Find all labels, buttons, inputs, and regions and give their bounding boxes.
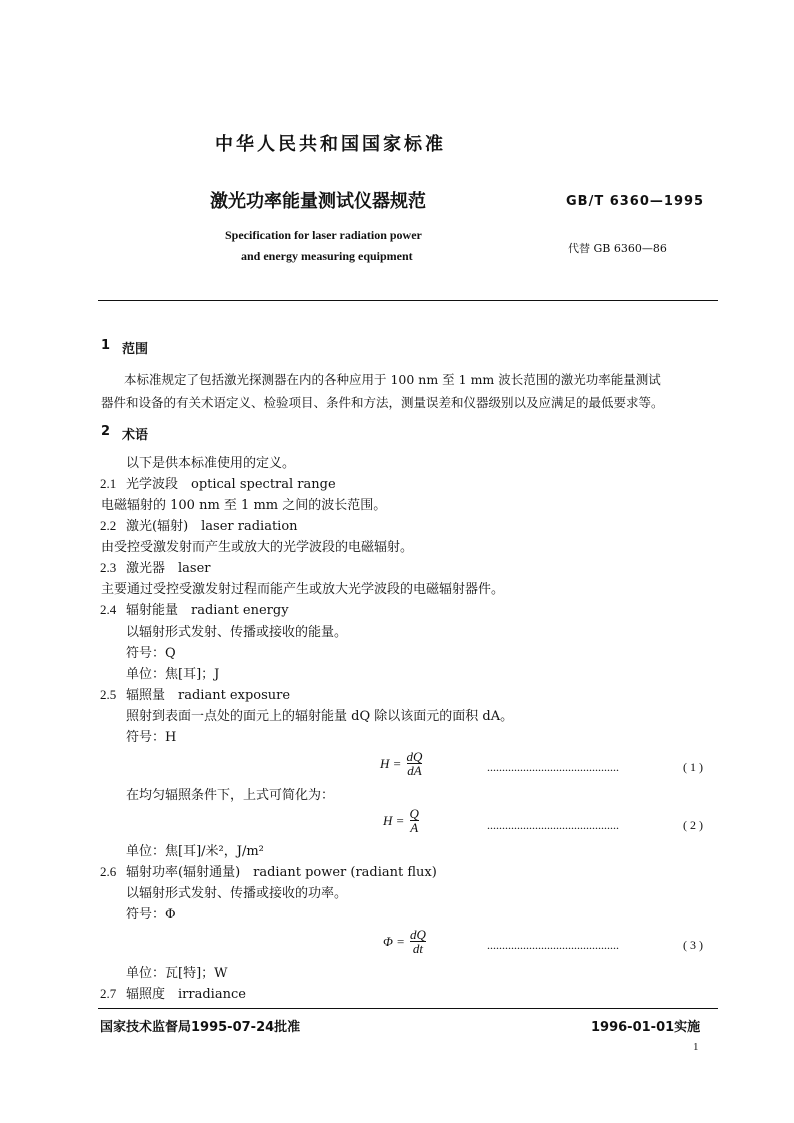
term-2-5-number: 2.5 <box>100 687 117 702</box>
org-title: 中华人民共和国国家标准 <box>215 134 446 155</box>
equation-3 <box>383 928 426 955</box>
term-2-6-symbol: 符号：Φ <box>126 907 176 922</box>
equation-2-lhs: H = <box>383 813 405 828</box>
term-2-5-definition: 照射到表面一点处的面元上的辐射能量 dQ 除以该面元的面积 dA。 <box>126 709 514 724</box>
term-2-6-number: 2.6 <box>100 864 117 879</box>
term-2-2-number: 2.2 <box>100 518 117 533</box>
english-title-line1: Specification for laser radiation power <box>225 228 422 242</box>
equation-1-fraction <box>407 750 423 777</box>
document-title: 激光功率能量测试仪器规范 <box>210 191 426 212</box>
standard-number: GB/T 6360—1995 <box>566 194 705 209</box>
equation-2-fraction <box>410 807 419 834</box>
term-2-7-number: 2.7 <box>100 986 117 1001</box>
term-2-5-heading: 辐照量 radiant exposure <box>126 688 291 703</box>
term-2-4-heading: 辐射能量 radiant energy <box>126 603 289 618</box>
term-2-3-definition: 主要通过受控受激发射过程而能产生或放大光学波段的电磁辐射器件。 <box>101 582 505 597</box>
term-2-2-heading: 激光(辐射) laser radiation <box>126 519 298 534</box>
effective-date: 1996-01-01实施 <box>591 1020 701 1035</box>
section-2-title: 术语 <box>122 428 149 443</box>
equation-1-leader-dots: ............................................ <box>487 760 619 774</box>
header-divider <box>98 300 718 301</box>
equation-1-numerator: dQ <box>406 749 423 764</box>
equation-2-number: ( 2 ) <box>683 818 703 832</box>
term-2-6-heading: 辐射功率(辐射通量) radiant power (radiant flux) <box>126 865 437 880</box>
section-1-paragraph-line1: 本标准规定了包括激光探测器在内的各种应用于 100 nm 至 1 mm 波长范围的激光功率能量测试 <box>124 372 661 387</box>
term-2-5-condition: 在均匀辐照条件下，上式可简化为： <box>126 788 335 803</box>
approval-date: 国家技术监督局1995-07-24批准 <box>100 1020 301 1035</box>
equation-1-lhs: H = <box>380 756 402 771</box>
equation-3-numerator: dQ <box>410 927 426 942</box>
equation-1-number: ( 1 ) <box>683 760 703 774</box>
section-1-title: 范围 <box>122 342 149 357</box>
term-2-1-heading: 光学波段 optical spectral range <box>126 477 336 492</box>
equation-3-leader-dots: ............................................ <box>487 938 619 952</box>
replaces-standard: 代替 GB 6360—86 <box>568 242 667 255</box>
term-2-7-heading: 辐照度 irradiance <box>126 987 246 1002</box>
equation-1-denominator: dA <box>407 763 422 778</box>
term-2-3-number: 2.3 <box>100 560 117 575</box>
section-2-intro: 以下是供本标准使用的定义。 <box>126 456 296 471</box>
term-2-5-unit: 单位：焦[耳]/米²，J/m² <box>126 844 264 859</box>
term-2-4-unit: 单位：焦[耳]；J <box>126 667 220 682</box>
equation-3-number: ( 3 ) <box>683 938 703 952</box>
page-number: 1 <box>693 1041 699 1053</box>
equation-3-lhs: Φ = <box>383 934 405 949</box>
equation-3-denominator: dt <box>412 941 424 956</box>
term-2-4-symbol: 符号：Q <box>126 646 176 661</box>
equation-3-fraction <box>410 928 426 955</box>
equation-2-leader-dots: ............................................ <box>487 818 619 832</box>
term-2-3-heading: 激光器 laser <box>126 561 211 576</box>
term-2-1-definition: 电磁辐射的 100 nm 至 1 mm 之间的波长范围。 <box>101 498 387 513</box>
term-2-6-definition: 以辐射形式发射、传播或接收的功率。 <box>126 886 348 901</box>
equation-1 <box>380 750 422 777</box>
term-2-2-definition: 由受控受激发射而产生或放大的光学波段的电磁辐射。 <box>101 540 414 555</box>
equation-2-numerator: Q <box>409 806 419 821</box>
footer-divider <box>98 1008 718 1009</box>
equation-2 <box>383 807 419 834</box>
term-2-4-number: 2.4 <box>100 602 117 617</box>
term-2-4-definition: 以辐射形式发射、传播或接收的能量。 <box>126 625 348 640</box>
section-1-paragraph-line2: 器件和设备的有关术语定义、检验项目、条件和方法，测量误差和仪器级别以及应满足的最低要求等。 <box>101 395 664 410</box>
section-1-number: 1 <box>101 338 111 353</box>
english-title-line2: and energy measuring equipment <box>241 249 413 263</box>
term-2-5-symbol: 符号：H <box>126 730 177 745</box>
section-2-number: 2 <box>101 424 111 439</box>
equation-2-denominator: A <box>410 820 419 835</box>
term-2-6-unit: 单位：瓦[特]；W <box>126 966 228 981</box>
term-2-1-number: 2.1 <box>100 476 117 491</box>
